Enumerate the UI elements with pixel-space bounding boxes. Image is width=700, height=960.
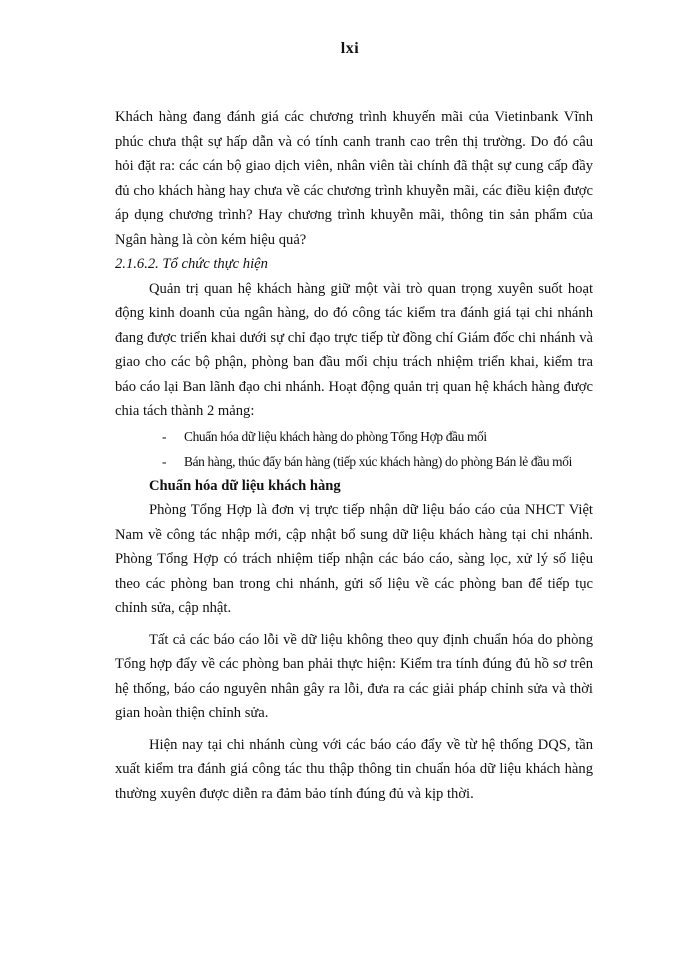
list-dash: - (162, 428, 167, 444)
list-item-text: Chuẩn hóa dữ liệu khách hàng do phòng Tổng Hợp đầu mối (184, 428, 487, 444)
list-dash: - (162, 453, 167, 469)
body-paragraph: Hiện nay tại chi nhánh cùng với các báo cáo đẩy về từ hệ thống DQS, tần xuất kiểm tra đánh giá công tác thu thập thông tin chuẩn hóa dữ liệu khách hàng thường xuyên được diễn ra đảm bảo tính đúng đủ và kịp thời. (115, 736, 593, 802)
intro-paragraph: Khách hàng đang đánh giá các chương trình khuyến mãi của Vietinbank Vĩnh phúc chưa thật sự hấp dẫn và có tính canh tranh cao trên thị trường. Do đó câu hỏi đặt ra: các cán bộ giao dịch viên, nhân viên tài chính đã thật sự cung cấp đầy đủ cho khách hàng hay chưa về các chương trình khuyễn mãi, các điều kiện được áp dụng chương trình? Hay chương trình khuyễn mãi, thông tin sản phẩm của Ngân hàng là còn kém hiệu quả? (115, 109, 593, 248)
body-paragraph: Phòng Tổng Hợp là đơn vị trực tiếp nhận dữ liệu báo cáo của NHCT Việt Nam về công tác nhập mới, cập nhật bổ sung dữ liệu khách hàng tại chi nhánh. Phòng Tổng Hợp có trách nhiệm tiếp nhận các báo cáo, sàng lọc, xử lý số liệu theo các phòng ban trong chi nhánh, gửi số liệu về các phòng ban để tiếp tục chỉnh sửa, cập nhật. (115, 502, 593, 616)
scope-list (115, 424, 593, 474)
list-item-text: Bán hàng, thúc đẩy bán hàng (tiếp xúc khách hàng) do phòng Bán lẻ đầu mối (184, 453, 572, 469)
section-body-paragraph: Quản trị quan hệ khách hàng giữ một vài trò quan trọng xuyên suốt hoạt động kinh doanh của ngân hàng, do đó công tác kiểm tra đánh giá tại chi nhánh đang được triển khai dưới sự chỉ đạo trực tiếp từ đồng chí Giám đốc chi nhánh và giao cho các bộ phận, phòng ban đầu mối chịu trách nhiệm triển khai, kiểm tra báo cáo lại Ban lãnh đạo chi nhánh. Hoạt động quản trị quan hệ khách hàng được chia tách thành 2 mảng: (115, 280, 593, 419)
section-heading: 2.1.6.2. Tổ chức thực hiện (115, 256, 268, 272)
page-number: lxi (340, 40, 360, 57)
list-item (162, 449, 593, 474)
list-item (162, 424, 593, 449)
body-paragraph: Tất cả các báo cáo lỗi về dữ liệu không theo quy định chuẩn hóa do phòng Tổng hợp đẩy về các phòng ban phải thực hiện: Kiểm tra tính đúng đủ hồ sơ trên hệ thống, báo cáo nguyên nhân gây ra lỗi, đưa ra các giải pháp chỉnh sửa và thời gian hoàn thiện chỉnh sửa. (115, 631, 593, 721)
subheading: Chuẩn hóa dữ liệu khách hàng (149, 477, 341, 494)
document-body (115, 105, 593, 806)
